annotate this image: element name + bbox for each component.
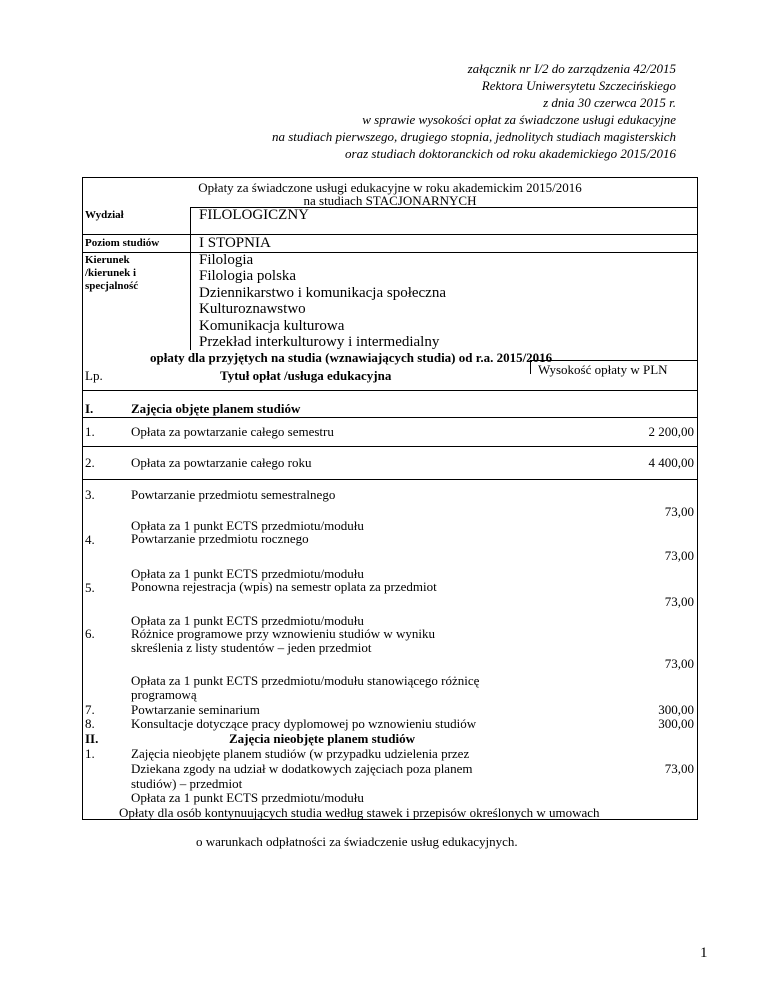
col-title-header: Tytuł opłat /usługa edukacyjna <box>220 368 392 383</box>
row-lp: 1. <box>85 424 95 439</box>
col-amount-header: Wysokość opłaty w PLN <box>538 362 668 377</box>
row-lp: 4. <box>85 532 95 547</box>
continuing-students-note-2: o warunkach odpłatności za świadczenie usług edukacyjnych. <box>196 834 518 849</box>
faculty-label: Wydział <box>85 209 124 221</box>
continuing-students-note: Opłaty dla osób kontynuujących studia według stawek i przepisów określonych w umowach <box>119 805 600 820</box>
row-lp: 7. <box>85 702 95 717</box>
row-sub: Opłata za 1 punkt ECTS przedmiotu/modułu <box>131 566 364 581</box>
header-line: Rektora Uniwersytetu Szczecińskiego <box>481 78 676 93</box>
field-label: specjalność <box>85 280 139 292</box>
header-line: z dnia 30 czerwca 2015 r. <box>543 95 676 110</box>
row-amount: 73,00 <box>664 761 694 776</box>
section-number: I. <box>85 401 94 416</box>
col-lp-header: Lp. <box>85 368 103 383</box>
row-lp: 3. <box>85 487 95 502</box>
row-lp: 2. <box>85 455 95 470</box>
field-value: Filologia polska <box>199 268 297 284</box>
page-number: 1 <box>700 945 708 961</box>
row-lp: 5. <box>85 580 95 595</box>
row-lp: 6. <box>85 626 95 641</box>
row-desc: studiów) – przedmiot <box>131 776 243 791</box>
row-desc: Powtarzanie przedmiotu semestralnego <box>131 487 336 502</box>
row-amount: 73,00 <box>664 594 694 609</box>
fees-subtitle: opłaty dla przyjętych na studia (wznawiających studia) od r.a. 2015/2016 <box>150 350 553 365</box>
field-label: Kierunek <box>85 254 130 266</box>
row-lp: 1. <box>85 746 95 761</box>
row-desc: Zajęcia nieobjęte planem studiów (w przypadku udzielenia przez <box>131 746 470 761</box>
row-amount: 73,00 <box>664 504 694 519</box>
row-sub: Opłata za 1 punkt ECTS przedmiotu/modułu <box>131 518 364 533</box>
row-amount: 4 400,00 <box>648 455 694 470</box>
row-desc: skreślenia z listy studentów – jeden przedmiot <box>131 640 372 655</box>
field-value: Dziennikarstwo i komunikacja społeczna <box>199 285 447 301</box>
row-desc: Opłata za powtarzanie całego roku <box>131 455 312 470</box>
section-number: II. <box>85 731 99 746</box>
header-line: na studiach pierwszego, drugiego stopnia, jednolitych studiach magisterskich <box>271 129 676 144</box>
row-lp: 8. <box>85 716 95 731</box>
row-sub: programową <box>131 687 197 702</box>
header-line: w sprawie wysokości opłat za świadczone usługi edukacyjne <box>362 112 676 127</box>
field-label: /kierunek i <box>85 267 137 279</box>
field-value: Kulturoznawstwo <box>199 301 306 317</box>
field-value: Komunikacja kulturowa <box>199 318 345 334</box>
row-desc: Powtarzanie seminarium <box>131 702 260 717</box>
row-desc: Konsultacje dotyczące pracy dyplomowej po wznowieniu studiów <box>131 716 477 731</box>
level-label: Poziom studiów <box>85 237 160 249</box>
row-sub: Opłata za 1 punkt ECTS przedmiotu/modułu <box>131 613 364 628</box>
row-sub: Opłata za 1 punkt ECTS przedmiotu/modułu stanowiącego różnicę <box>131 673 480 688</box>
section-title: Zajęcia nieobjęte planem studiów <box>229 731 415 746</box>
row-amount: 73,00 <box>664 548 694 563</box>
row-amount: 73,00 <box>664 656 694 671</box>
row-desc: Opłata za powtarzanie całego semestru <box>131 424 334 439</box>
row-amount: 2 200,00 <box>648 424 694 439</box>
document-header <box>272 60 676 162</box>
header-line: oraz studiach doktoranckich od roku akademickiego 2015/2016 <box>345 146 676 161</box>
row-sub: Opłata za 1 punkt ECTS przedmiotu/modułu <box>131 790 364 805</box>
table-title: Opłaty za świadczone usługi edukacyjne w roku akademickim 2015/2016 <box>198 180 582 195</box>
faculty-value: FILOLOGICZNY <box>199 207 309 223</box>
section-title: Zajęcia objęte planem studiów <box>131 401 301 416</box>
row-desc: Różnice programowe przy wznowieniu studiów w wyniku <box>131 626 435 641</box>
field-value: Filologia <box>199 252 254 268</box>
row-amount: 300,00 <box>658 716 694 731</box>
row-desc: Powtarzanie przedmiotu rocznego <box>131 531 309 546</box>
row-desc: Dziekana zgody na udział w dodatkowych zajęciach poza planem <box>131 761 473 776</box>
header-line: załącznik nr I/2 do zarządzenia 42/2015 <box>467 61 676 76</box>
level-value: I STOPNIA <box>199 235 271 251</box>
table-title-mode: na studiach STACJONARNYCH <box>303 193 477 208</box>
row-desc: Ponowna rejestracja (wpis) na semestr oplata za przedmiot <box>131 579 437 594</box>
field-value: Przekład interkulturowy i intermedialny <box>199 334 440 350</box>
row-amount: 300,00 <box>658 702 694 717</box>
